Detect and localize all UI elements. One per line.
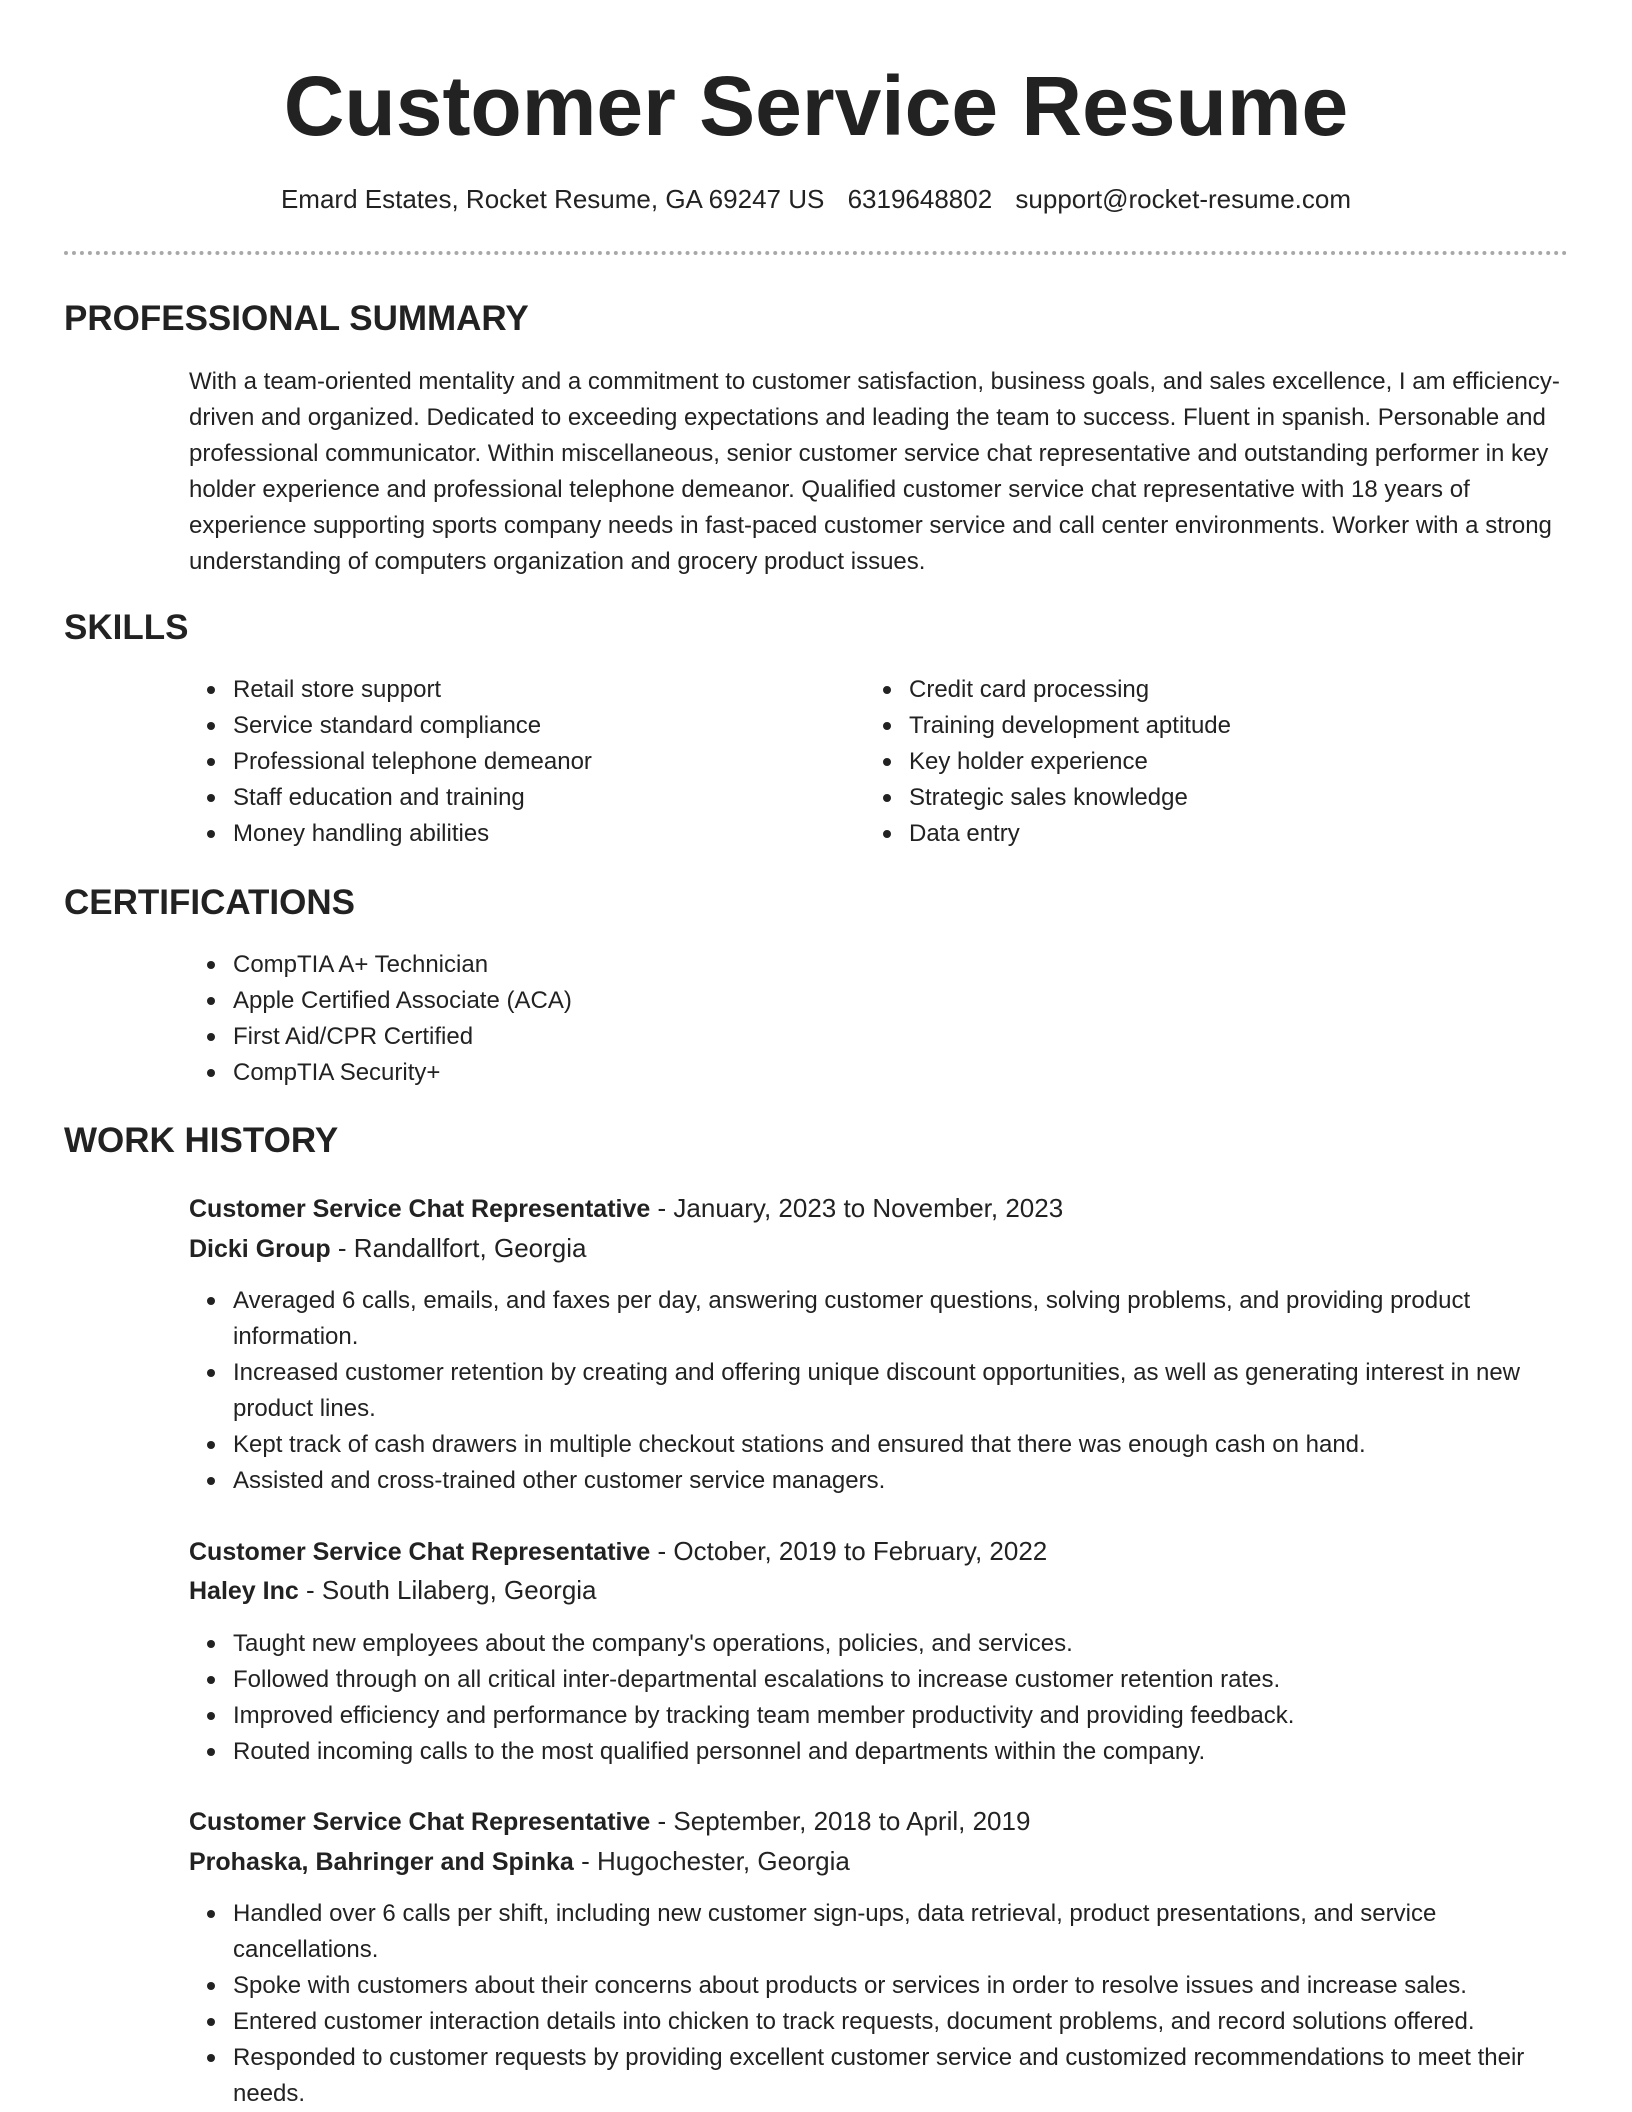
contact-line	[0, 180, 1632, 218]
skill-item: Key holder experience	[865, 744, 1505, 780]
certification-item: First Aid/CPR Certified	[189, 1019, 1189, 1055]
job-dates: - January, 2023 to November, 2023	[650, 1193, 1064, 1223]
job-bullets	[189, 1283, 1564, 1499]
header-divider	[64, 251, 1568, 255]
contact-phone: 6319648802	[847, 184, 993, 214]
skill-item: Service standard compliance	[189, 708, 829, 744]
job-title-line	[189, 1532, 1047, 1571]
certifications-list	[189, 947, 1189, 1091]
skill-item: Money handling abilities	[189, 816, 829, 852]
job-company: Prohaska, Bahringer and Spinka	[189, 1848, 574, 1876]
skill-item: Credit card processing	[865, 672, 1505, 708]
skill-item: Strategic sales knowledge	[865, 780, 1505, 816]
job-location: - Hugochester, Georgia	[573, 1846, 850, 1876]
skills-list-left	[189, 672, 829, 852]
job-bullet: Increased customer retention by creating and offering unique discount opportunities, as well as generating interest in new product lines.	[189, 1355, 1564, 1427]
job-role: Customer Service Chat Representative	[189, 1195, 651, 1223]
job-bullets	[189, 1896, 1564, 2112]
job-company-line	[189, 1842, 850, 1881]
skill-item: Data entry	[865, 816, 1505, 852]
job-title-line	[189, 1189, 1063, 1228]
job-company-line	[189, 1571, 597, 1610]
certification-item: CompTIA A+ Technician	[189, 947, 1189, 983]
resume-title: Customer Service Resume	[283, 59, 1349, 153]
certification-item: CompTIA Security+	[189, 1055, 1189, 1091]
contact-email: support@rocket-resume.com	[1015, 184, 1352, 214]
contact-address: Emard Estates, Rocket Resume, GA 69247 US	[280, 184, 825, 214]
job-role: Customer Service Chat Representative	[189, 1538, 651, 1566]
skill-item: Staff education and training	[189, 780, 829, 816]
skill-item: Retail store support	[189, 672, 829, 708]
job-dates: - September, 2018 to April, 2019	[650, 1806, 1031, 1836]
job-bullet: Improved efficiency and performance by tracking team member productivity and providing feedback.	[189, 1698, 1564, 1734]
skill-item: Training development aptitude	[865, 708, 1505, 744]
job-bullet: Spoke with customers about their concerns about products or services in order to resolve issues and increase sales.	[189, 1968, 1564, 2004]
job-bullet: Followed through on all critical inter-departmental escalations to increase customer retention rates.	[189, 1662, 1564, 1698]
certifications-heading: CERTIFICATIONS	[64, 883, 356, 922]
skills-list-right	[865, 672, 1505, 852]
summary-text: With a team-oriented mentality and a commitment to customer satisfaction, business goals, and sales excellence, I am efficiency-driven and organized. Dedicated to exceeding expectations and leading the team to success. Fluent in spanish. Personable and professional communicator. Within miscellaneous, senior customer service chat representative and outstanding performer in key holder experience and professional telephone demeanor. Qualified customer service chat representative with 18 years of experience supporting sports company needs in fast-paced customer service and call center environments. Worker with a strong understanding of computers organization and grocery product issues.	[189, 368, 1560, 575]
job-title-line	[189, 1802, 1030, 1841]
job-company: Dicki Group	[189, 1235, 331, 1263]
job-location: - South Lilaberg, Georgia	[298, 1575, 597, 1605]
skills-heading: SKILLS	[64, 608, 189, 647]
job-company: Haley Inc	[189, 1577, 299, 1605]
job-location: - Randallfort, Georgia	[330, 1233, 587, 1263]
job-bullet: Entered customer interaction details into chicken to track requests, document problems, and record solutions offered.	[189, 2004, 1564, 2040]
skill-item: Professional telephone demeanor	[189, 744, 829, 780]
certification-item: Apple Certified Associate (ACA)	[189, 983, 1189, 1019]
job-bullet: Responded to customer requests by providing excellent customer service and customized recommendations to meet their needs.	[189, 2040, 1564, 2112]
job-bullets	[189, 1626, 1564, 1770]
job-bullet: Routed incoming calls to the most qualified personnel and departments within the company.	[189, 1734, 1564, 1770]
job-bullet: Assisted and cross-trained other customer service managers.	[189, 1463, 1564, 1499]
job-company-line	[189, 1229, 586, 1268]
job-bullet: Taught new employees about the company's operations, policies, and services.	[189, 1626, 1564, 1662]
work-history-heading: WORK HISTORY	[64, 1121, 339, 1160]
summary-heading: PROFESSIONAL SUMMARY	[64, 299, 529, 338]
job-dates: - October, 2019 to February, 2022	[650, 1536, 1048, 1566]
job-bullet: Averaged 6 calls, emails, and faxes per day, answering customer questions, solving problems, and providing product information.	[189, 1283, 1564, 1355]
job-role: Customer Service Chat Representative	[189, 1808, 651, 1836]
job-bullet: Kept track of cash drawers in multiple checkout stations and ensured that there was enough cash on hand.	[189, 1427, 1564, 1463]
job-bullet: Handled over 6 calls per shift, including new customer sign-ups, data retrieval, product presentations, and service cancellations.	[189, 1896, 1564, 1968]
